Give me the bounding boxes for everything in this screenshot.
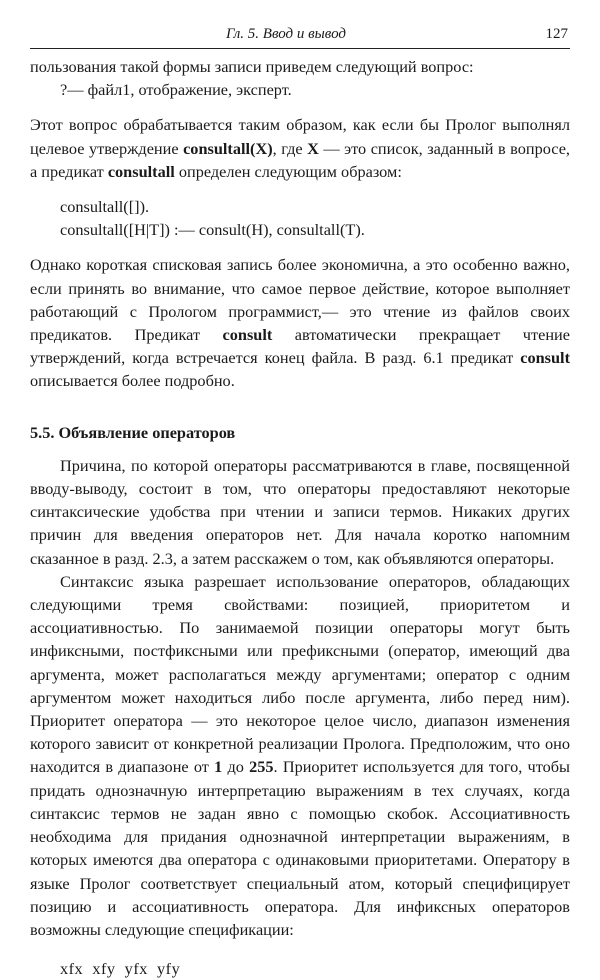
query-example: ?— файл1, отображение, эксперт. (60, 80, 292, 100)
paragraph-syntax: Синтаксис языка разрешает использование операторов, обладающих следующими тремя свойствами: позицией, приоритетом и ассоциативностью. По занимаемой позиции операторы могут быть инфиксными, постфиксными или префиксными (оператор, имеющий два аргумента, может располагаться между аргументами; оператор с одним аргументом может находиться либо после аргумента, либо перед ним). Приоритет оператора — это некоторое целое число, диапазон изменения которого зависит от конкретной реализации Пролога. Предположим, что оно находится в диапазоне от 1 до 255. Приоритет используется для того, чтобы придать однозначную интерпретацию выражениям в тех случаях, когда синтаксис термов не задан явно с помощью скобок. Ассоциативность необходима для придания однозначной интерпретации выражениям, в которых имеются два оператора с одинаковыми приоритетами. Оператору в языке Пролог соответствует специальный атом, который специфицирует позицию и ассоциативность оператора. Для инфиксных операторов возможны следующие спецификации: (30, 571, 570, 939)
paragraph-consultall: Этот вопрос обрабатывается таким образом, как если бы Пролог выполнял целевое утверждение consultall(X), где X — это список, заданный в вопросе, а предикат consultall определен следующим образом: (30, 115, 570, 181)
paragraph-reason: Причина, по которой операторы рассматриваются в главе, посвященной вводу-выводу, состоит в том, что операторы предоставляют некоторые синтаксические удобства при чтении и записи термов. Никаких других причин для введения операторов нет. Для начала коротко напомним сказанное в разд. 2.3, а затем расскажем о том, как объявляются операторы. (30, 455, 570, 568)
code-line-1: consultall([]). (60, 197, 150, 217)
section-heading: 5.5. Объявление операторов (30, 422, 236, 442)
page-number: 127 (545, 26, 568, 42)
running-head (30, 26, 570, 49)
paragraph-intro: пользования такой формы записи приведем следующий вопрос: (30, 57, 474, 76)
code-line-2: consultall([H|T]) :— consult(H), consultall(T). (60, 220, 365, 240)
paragraph-short-notation: Однако короткая списковая запись более экономична, а это особенно важно, если принять во внимание, что самое первое действие, которое выполняет работающий с Прологом программист,— это чтение из файлов своих предикатов. Предикат consult автоматически прекращает чтение утверждений, когда встречается конец файла. В разд. 6.1 предикат consult описывается более подробно. (30, 255, 570, 391)
chapter-title: Гл. 5. Ввод и вывод (226, 26, 347, 42)
operator-specifiers: xfx xfy yfx yfy (60, 959, 181, 979)
